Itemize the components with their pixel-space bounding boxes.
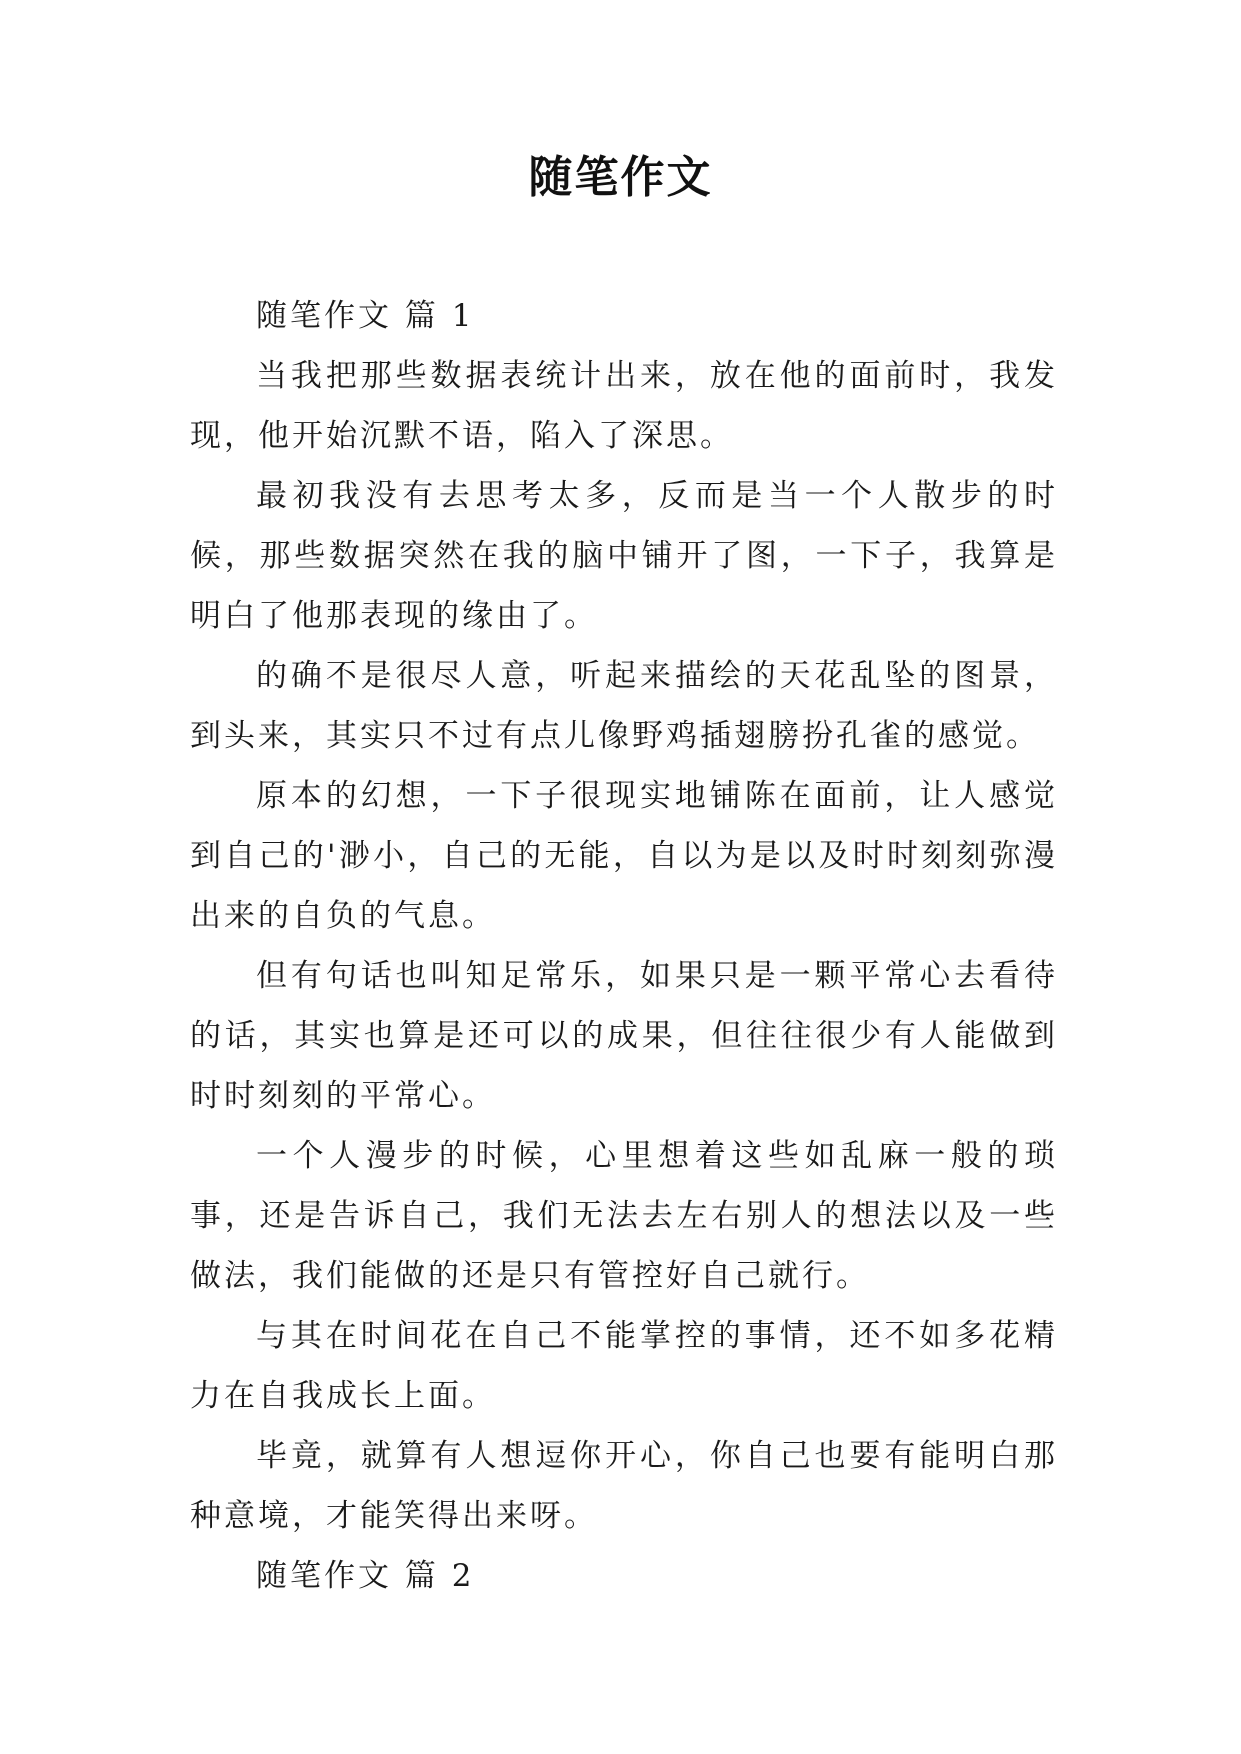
paragraph: 原本的幻想，一下子很现实地铺陈在面前，让人感觉到自己的'渺小，自己的无能，自以为是以及时时刻刻弥漫出来的自负的气息。	[190, 778, 1058, 934]
section-heading-1: 随笔作文 篇 1	[256, 298, 475, 334]
paragraph: 与其在时间花在自己不能掌控的事情，还不如多花精力在自我成长上面。	[190, 1318, 1058, 1414]
paragraph: 但有句话也叫知足常乐，如果只是一颗平常心去看待的话，其实也算是还可以的成果，但往往很少有人能做到时时刻刻的平常心。	[190, 958, 1058, 1114]
section-heading-2: 随笔作文 篇 2	[256, 1558, 475, 1594]
paragraph: 最初我没有去思考太多，反而是当一个人散步的时候，那些数据突然在我的脑中铺开了图，一下子，我算是明白了他那表现的缘由了。	[190, 478, 1058, 634]
paragraph: 的确不是很尽人意，听起来描绘的天花乱坠的图景，到头来，其实只不过有点儿像野鸡插翅膀扮孔雀的感觉。	[190, 658, 1058, 754]
document-title: 随笔作文	[528, 152, 713, 203]
document-body	[190, 286, 1058, 1606]
paragraph: 当我把那些数据表统计出来，放在他的面前时，我发现，他开始沉默不语，陷入了深思。	[190, 358, 1058, 454]
paragraph: 毕竟，就算有人想逗你开心，你自己也要有能明白那种意境，才能笑得出来呀。	[190, 1438, 1058, 1534]
paragraph: 一个人漫步的时候，心里想着这些如乱麻一般的琐事，还是告诉自己，我们无法去左右别人的想法以及一些做法，我们能做的还是只有管控好自己就行。	[190, 1138, 1058, 1294]
